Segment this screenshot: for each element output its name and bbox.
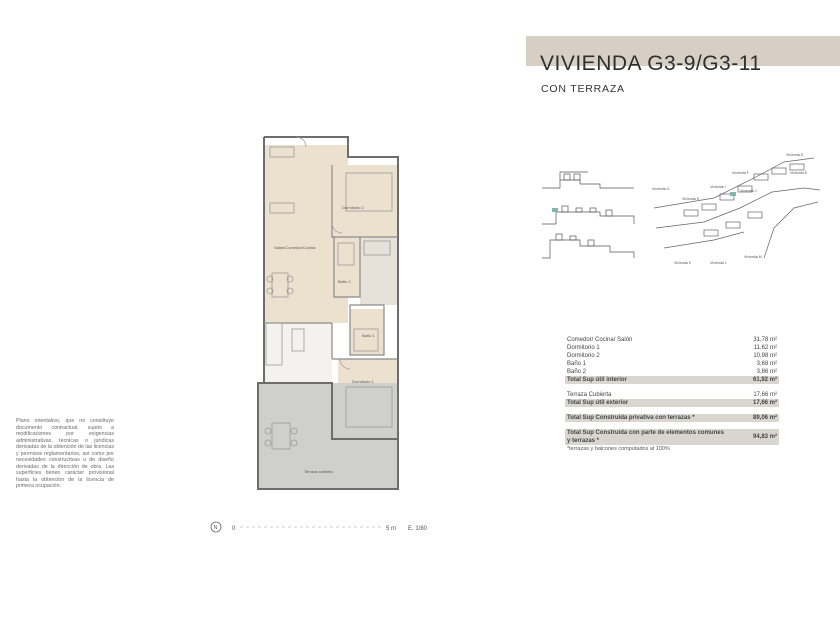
row-label: Comedor/ Cocina/ Salón (567, 337, 633, 343)
row-value: 11,62 m² (753, 345, 777, 351)
row-value: 3,68 m² (756, 361, 777, 367)
row-label: Total Sup útil exterior (567, 400, 629, 406)
label-bano2: Baño 2 (338, 279, 351, 284)
keymap-label-k: Vivienda K (674, 261, 692, 265)
total-construida-row (565, 414, 779, 422)
scale-bar (210, 518, 450, 536)
keymap-label-h: Vivienda H (682, 197, 700, 201)
keymap-label-g: Vivienda G (652, 187, 670, 191)
page-title: VIVIENDA G3-9/G3-11 (540, 52, 762, 76)
row-label: Dormitorio 1 (567, 345, 600, 351)
row-value: 17,66 m² (753, 392, 777, 398)
keymap-label-j: Vivienda J (740, 189, 757, 193)
total-interior-row (565, 376, 779, 384)
row-value: 94,83 m² (752, 434, 777, 440)
disclaimer-text: Plano orientativo, que no constituye documento contractual, sujeto a modificaciones por exigencias administrativas, técnicas o jurídicas derivadas de la obtención de las licencias y permisos reglamentarios, así como por necesidades constructivas o de diseño derivadas de la dirección de obra. Las superficies tienen carácter provisional hasta la obtención de la licencia de primera ocupación. (16, 418, 114, 489)
surfaces-table (565, 336, 779, 452)
corridor-floor (360, 237, 397, 305)
total-exterior-row (565, 399, 779, 407)
bath1-floor (350, 309, 384, 355)
row-label: Total Sup Construida privativa con terrazas * (567, 415, 695, 421)
label-terraza: Terraza cubierta (304, 469, 333, 474)
row-value: 89,06 m² (752, 415, 777, 421)
section-diagrams (540, 160, 640, 264)
scale-start: 0 (232, 526, 236, 532)
row-label: Baño 2 (567, 369, 587, 375)
row-label: Total Sup Construida con parte de elementos comunes y terrazas * (567, 430, 724, 444)
row-value: 3,86 m² (756, 369, 777, 375)
keymap-label-i: Vivienda I (710, 185, 726, 189)
row-value: 31,78 m² (753, 337, 777, 343)
north-label: N (213, 525, 218, 531)
page-subtitle: CON TERRAZA (541, 83, 625, 95)
row-value: 17,66 m² (752, 400, 777, 406)
label-dormitorio1: Dormitorio 1 (352, 379, 374, 384)
table-row (565, 352, 779, 360)
label-salon: Salón/Comedor/Cocina (274, 245, 316, 250)
total-comunes-row (565, 429, 779, 445)
label-bano1: Baño 1 (362, 333, 375, 338)
scale-end: 5 m (386, 526, 397, 532)
row-value: 61,92 m² (752, 377, 777, 383)
keymap-label-e: Vivienda E (790, 171, 808, 175)
row-value: 10,98 m² (753, 353, 777, 359)
location-keymap (644, 148, 822, 270)
table-row (565, 344, 779, 352)
table-row (565, 360, 779, 368)
row-label: Baño 1 (567, 361, 587, 367)
keymap-label-f: Vivienda F (732, 171, 749, 175)
scale-ratio: E. 1/80 (408, 526, 428, 532)
keymap-label-l: Vivienda L (710, 261, 727, 265)
row-label: Total Sup útil interior (567, 377, 627, 383)
footnote: *terrazas y balcones computados al 100% (567, 446, 670, 452)
table-row (565, 368, 779, 376)
label-dormitorio2: Dormitorio 2 (342, 205, 364, 210)
keymap-label-d: Vivienda D (786, 153, 804, 157)
bedroom2-floor (332, 165, 397, 237)
kitchen-floor (264, 323, 332, 383)
row-label: Dormitorio 2 (567, 353, 600, 359)
keymap-label-m: Vivienda M (744, 255, 762, 259)
table-row (565, 336, 779, 344)
row-label: Terraza Cubierta (567, 392, 612, 398)
table-row (565, 391, 779, 399)
floor-plan (250, 133, 410, 495)
